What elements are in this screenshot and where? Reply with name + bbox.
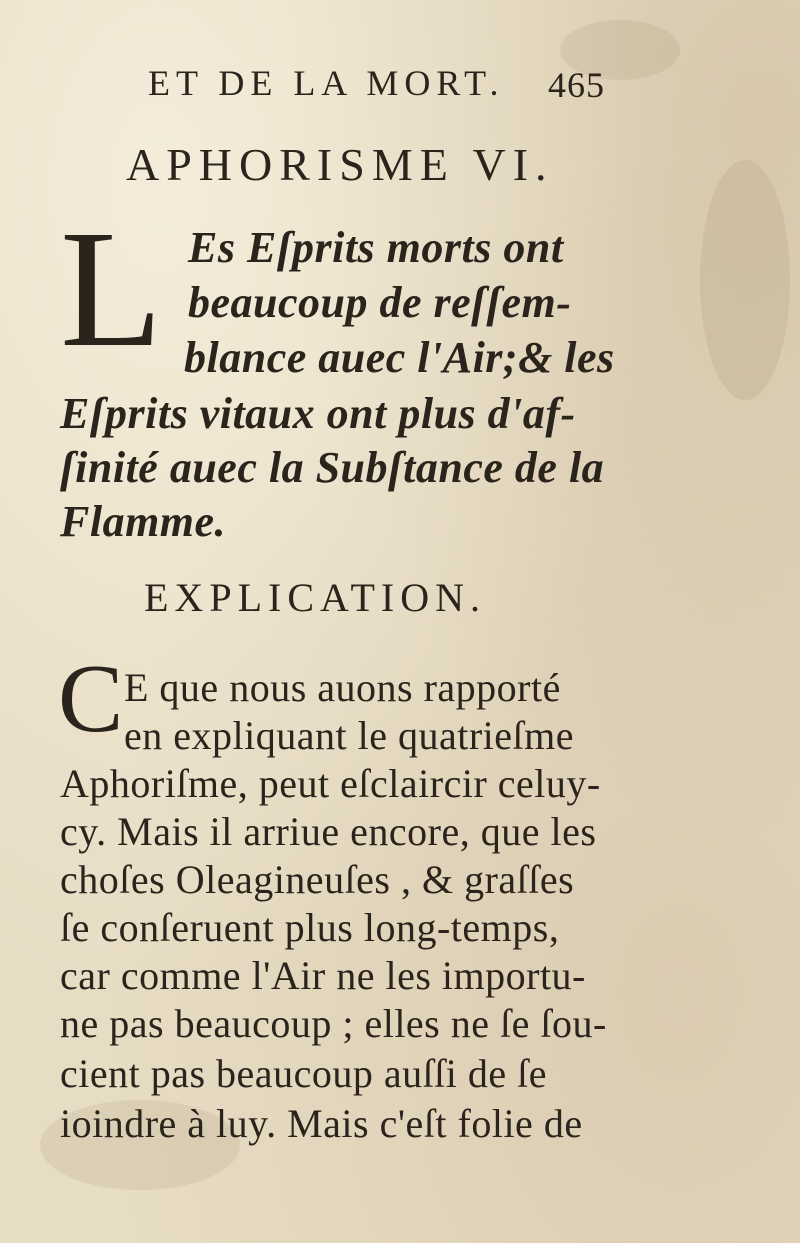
aphorism-line: ſinité auec la Subſtance de la <box>60 443 605 492</box>
explication-title: EXPLICATION. <box>144 575 486 620</box>
explication-line: ne pas beaucoup ; elles ne ſe ſou- <box>60 1001 607 1046</box>
page-number: 465 <box>548 65 605 105</box>
explication-line: cient pas beaucoup auſſi de ſe <box>60 1051 548 1096</box>
aphorism-title: APHORISME VI. <box>126 139 554 190</box>
explication-line: Aphoriſme, peut eſclaircir celuy- <box>60 761 601 806</box>
explication-line: ioindre à luy. Mais c'eſt folie de <box>60 1101 583 1146</box>
explication-line: choſes Oleagineuſes , & graſſes <box>60 857 575 902</box>
running-head: ET DE LA MORT. <box>148 63 505 103</box>
explication-line: en expliquant le quatrieſme <box>124 713 575 758</box>
aphorism-line: Es Eſprits morts ont <box>188 223 564 272</box>
aphorism-line: beaucoup de reſſem- <box>188 278 572 327</box>
explication-line: car comme l'Air ne les importu- <box>60 953 586 998</box>
drop-cap-c: C <box>58 645 124 753</box>
aphorism-line: Flamme. <box>60 497 227 546</box>
explication-line: E que nous auons rapporté <box>124 665 561 710</box>
aphorism-line: blance auec l'Air;& les <box>184 333 615 382</box>
aphorism-line: Eſprits vitaux ont plus d'af- <box>60 389 576 438</box>
explication-line: cy. Mais il arriue encore, que les <box>60 809 597 854</box>
paper-stain <box>700 160 790 400</box>
explication-line: ſe conſeruent plus long-temps, <box>60 905 560 950</box>
drop-cap-l: L <box>60 196 163 382</box>
